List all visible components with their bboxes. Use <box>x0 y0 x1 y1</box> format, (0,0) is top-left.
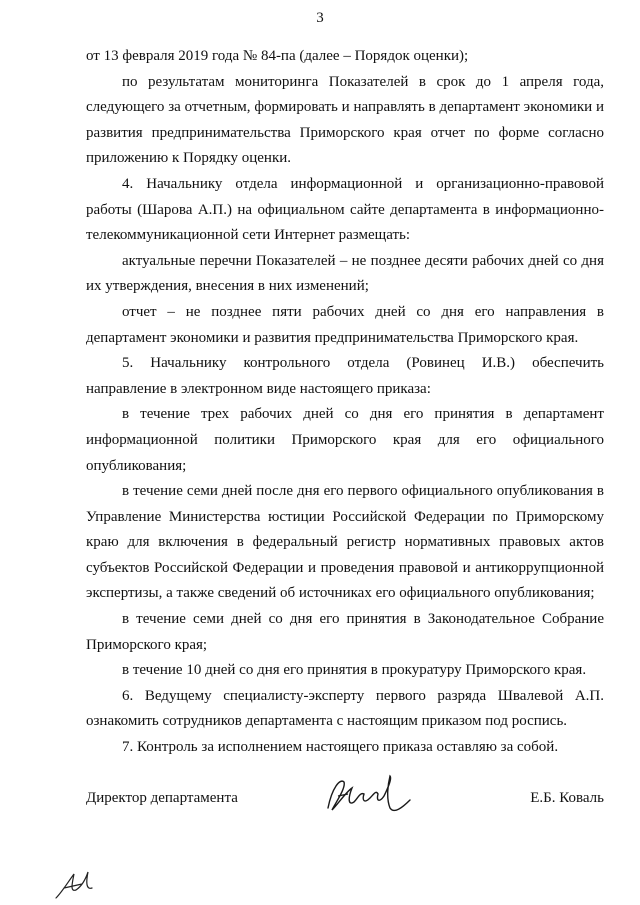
page-number: 3 <box>316 10 324 26</box>
paragraph: в течение трех рабочих дней со дня его принятия в департамент информационной политики Приморского края для его официального опубликования; <box>86 406 604 474</box>
handwritten-signature <box>318 768 418 828</box>
paragraph: отчет – не позднее пяти рабочих дней со дня его направления в департамент экономики и развития предпринимательства Приморского края. <box>86 303 604 346</box>
signatory-name: Е.Б. Коваль <box>530 790 604 806</box>
paragraph: в течение семи дней после дня его первого официального опубликования в Управление Министерства юстиции Российской Федерации по Приморскому краю для включения в федеральный регистр нормативных правовых актов субъектов Российской Федерации и проведения правовой и антикоррупционной экспертизы, а также сведений об источниках его официального опубликования; <box>86 483 604 602</box>
paragraph: 5. Начальнику контрольного отдела (Ровинец И.В.) обеспечить направление в электронном виде настоящего приказа: <box>86 355 604 397</box>
initials-mark <box>52 864 102 902</box>
paragraph: 4. Начальнику отдела информационной и организационно-правовой работы (Шарова А.П.) на официальном сайте департамента в информационно-телекоммуникационной сети Интернет размещать: <box>86 175 604 244</box>
paragraph: в течение семи дней со дня его принятия в Законодательное Собрание Приморского края; <box>86 611 604 653</box>
paragraph: 6. Ведущему специалисту-эксперту первого разряда Швалевой А.П. ознакомить сотрудников департамента с настоящим приказом под роспись. <box>86 687 604 730</box>
document-body <box>86 44 604 761</box>
paragraph: 7. Контроль за исполнением настоящего приказа оставляю за собой. <box>122 739 559 756</box>
paragraph: по результатам мониторинга Показателей в срок до 1 апреля года, следующего за отчетным, формировать и направлять в департамент экономики и развития предпринимательства Приморского края отчет по форме согласно приложению к Порядку оценки. <box>86 73 604 167</box>
signatory-position: Директор департамента <box>86 790 238 806</box>
paragraph: от 13 февраля 2019 года № 84-па (далее – Порядок оценки); <box>86 48 469 64</box>
paragraph: в течение 10 дней со дня его принятия в прокуратуру Приморского края. <box>122 662 587 679</box>
paragraph: актуальные перечни Показателей – не позднее десяти рабочих дней со дня их утверждения, внесения в них изменений; <box>86 252 604 295</box>
